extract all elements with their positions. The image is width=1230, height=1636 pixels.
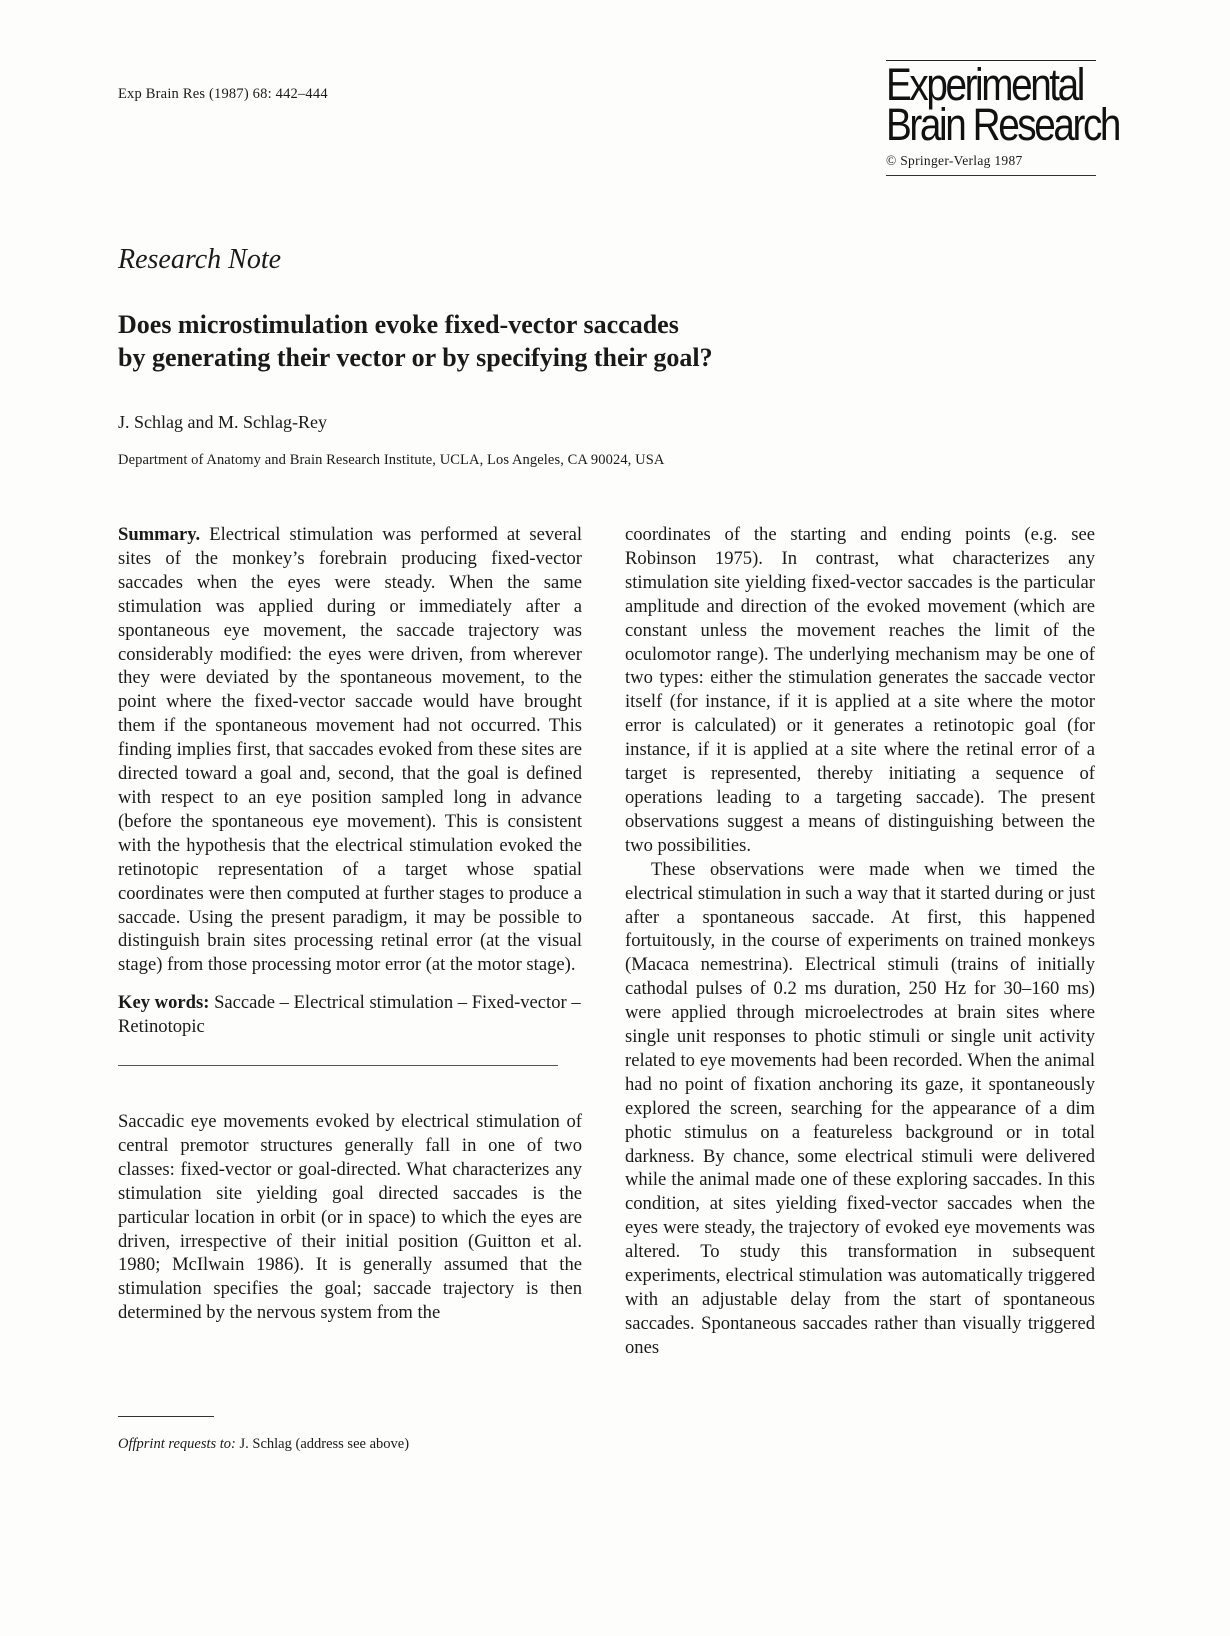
right-column (625, 523, 1095, 1360)
journal-name-line1: Experimental (886, 59, 1083, 110)
journal-name-line2: Brain Research (886, 99, 1120, 150)
keywords-label: Key words: (118, 992, 210, 1014)
copyright: © Springer-Verlag 1987 (886, 153, 1096, 176)
footnote-label: Offprint requests to: (118, 1436, 236, 1452)
footnote (118, 1436, 409, 1453)
section-label: Research Note (118, 244, 282, 275)
abstract-divider (118, 1065, 558, 1066)
footnote-rule (118, 1416, 214, 1417)
authors: J. Schlag and M. Schlag-Rey (118, 412, 327, 432)
article-title (118, 308, 918, 374)
footnote-text: J. Schlag (address see above) (239, 1436, 410, 1452)
body-paragraph-intro: Saccadic eye movements evoked by electrical stimulation of central premotor structures generally fall in one of two classes: fixed-vector or goal-directed. What characterizes any stimulation site yielding goal directed saccades is the particular location in orbit (or in space) to which the eyes are driven, irrespective of their initial position (Guitton et al. 1980; McIlwain 1986). It is generally assumed that the stimulation specifies the goal; saccade trajectory is then determined by the nervous system from the (118, 1111, 582, 1324)
keywords-text: Saccade – Electrical stimulation – Fixed-vector – Retinotopic (118, 992, 581, 1038)
journal-logo (886, 59, 1120, 176)
summary-text: Electrical stimulation was performed at several sites of the monkey’s forebrain producing fixed-vector saccades when the eyes were steady. When the same stimulation was applied during or immediately after a spontaneous eye movement, the saccade trajectory was considerably modified: the eyes were driven, from wherever they were deviated by the spontaneous movement, to the point where the fixed-vector saccade would have brought them if the spontaneous movement had not occurred. This finding implies first, that saccades evoked from these sites are directed toward a goal and, second, that the goal is defined with respect to an eye position sampled long in advance (before the spontaneous eye movement). This is consistent with the hypothesis that the electrical stimulation evoked the retinotopic representation of a target whose spatial coordinates were then computed at further stages to produce a saccade. Using the present paradigm, it may be possible to distinguish brain sites processing retinal error (at the visual stage) from those processing motor error (at the motor stage). (118, 524, 582, 976)
body-paragraph-continued: coordinates of the starting and ending points (e.g. see Robinson 1975). In contrast, what characterizes any stimulation site yielding fixed-vector saccades is the particular amplitude and direction of the evoked movement (which are constant unless the movement reaches the limit of the oculomotor range). The underlying mechanism may be one of two types: either the stimulation generates the saccade vector itself (for instance, if it is applied at a site where the motor error is calculated) or it generates a retinotopic goal (for instance, if it is applied at a site where the retinal error of a target is represented, thereby initiating a sequence of operations leading to a targeting saccade). The present observations suggest a means of distinguishing between the two possibilities. (625, 524, 1095, 856)
body-paragraph-observations: These observations were made when we timed the electrical stimulation in such a way that it started during or just after a spontaneous saccade. At first, this happened fortuitously, in the course of experiments on trained monkeys (Macaca nemestrina). Electrical stimuli (trains of initially cathodal pulses of 0.2 ms duration, 250 Hz for 30–160 ms) were applied through microelectrodes at brain sites where single unit responses to photic stimuli or single unit activity related to eye movements had been recorded. When the animal had no point of fixation anchoring its gaze, it spontaneously explored the screen, searching for the appearance of a dim photic stimulus on a featureless background or in total darkness. By chance, some electrical stimuli were delivered while the animal made one of these exploring saccades. In this condition, at sites yielding fixed-vector saccades when the eyes were steady, the trajectory of evoked eye movements was altered. To study this transformation in subsequent experiments, electrical stimulation was automatically triggered with an adjustable delay from the start of spontaneous saccades. Spontaneous saccades rather than visually triggered ones (625, 858, 1095, 1358)
keywords-paragraph (118, 991, 582, 1039)
citation: Exp Brain Res (1987) 68: 442–444 (118, 86, 328, 102)
title-line-1: Does microstimulation evoke fixed-vector saccades (118, 310, 679, 339)
left-column (118, 523, 582, 1325)
affiliation: Department of Anatomy and Brain Research Institute, UCLA, Los Angeles, CA 90024, USA (118, 452, 665, 468)
summary-label: Summary. (118, 524, 201, 545)
summary-paragraph (118, 523, 582, 977)
title-line-2: by generating their vector or by specifying their goal? (118, 343, 713, 372)
